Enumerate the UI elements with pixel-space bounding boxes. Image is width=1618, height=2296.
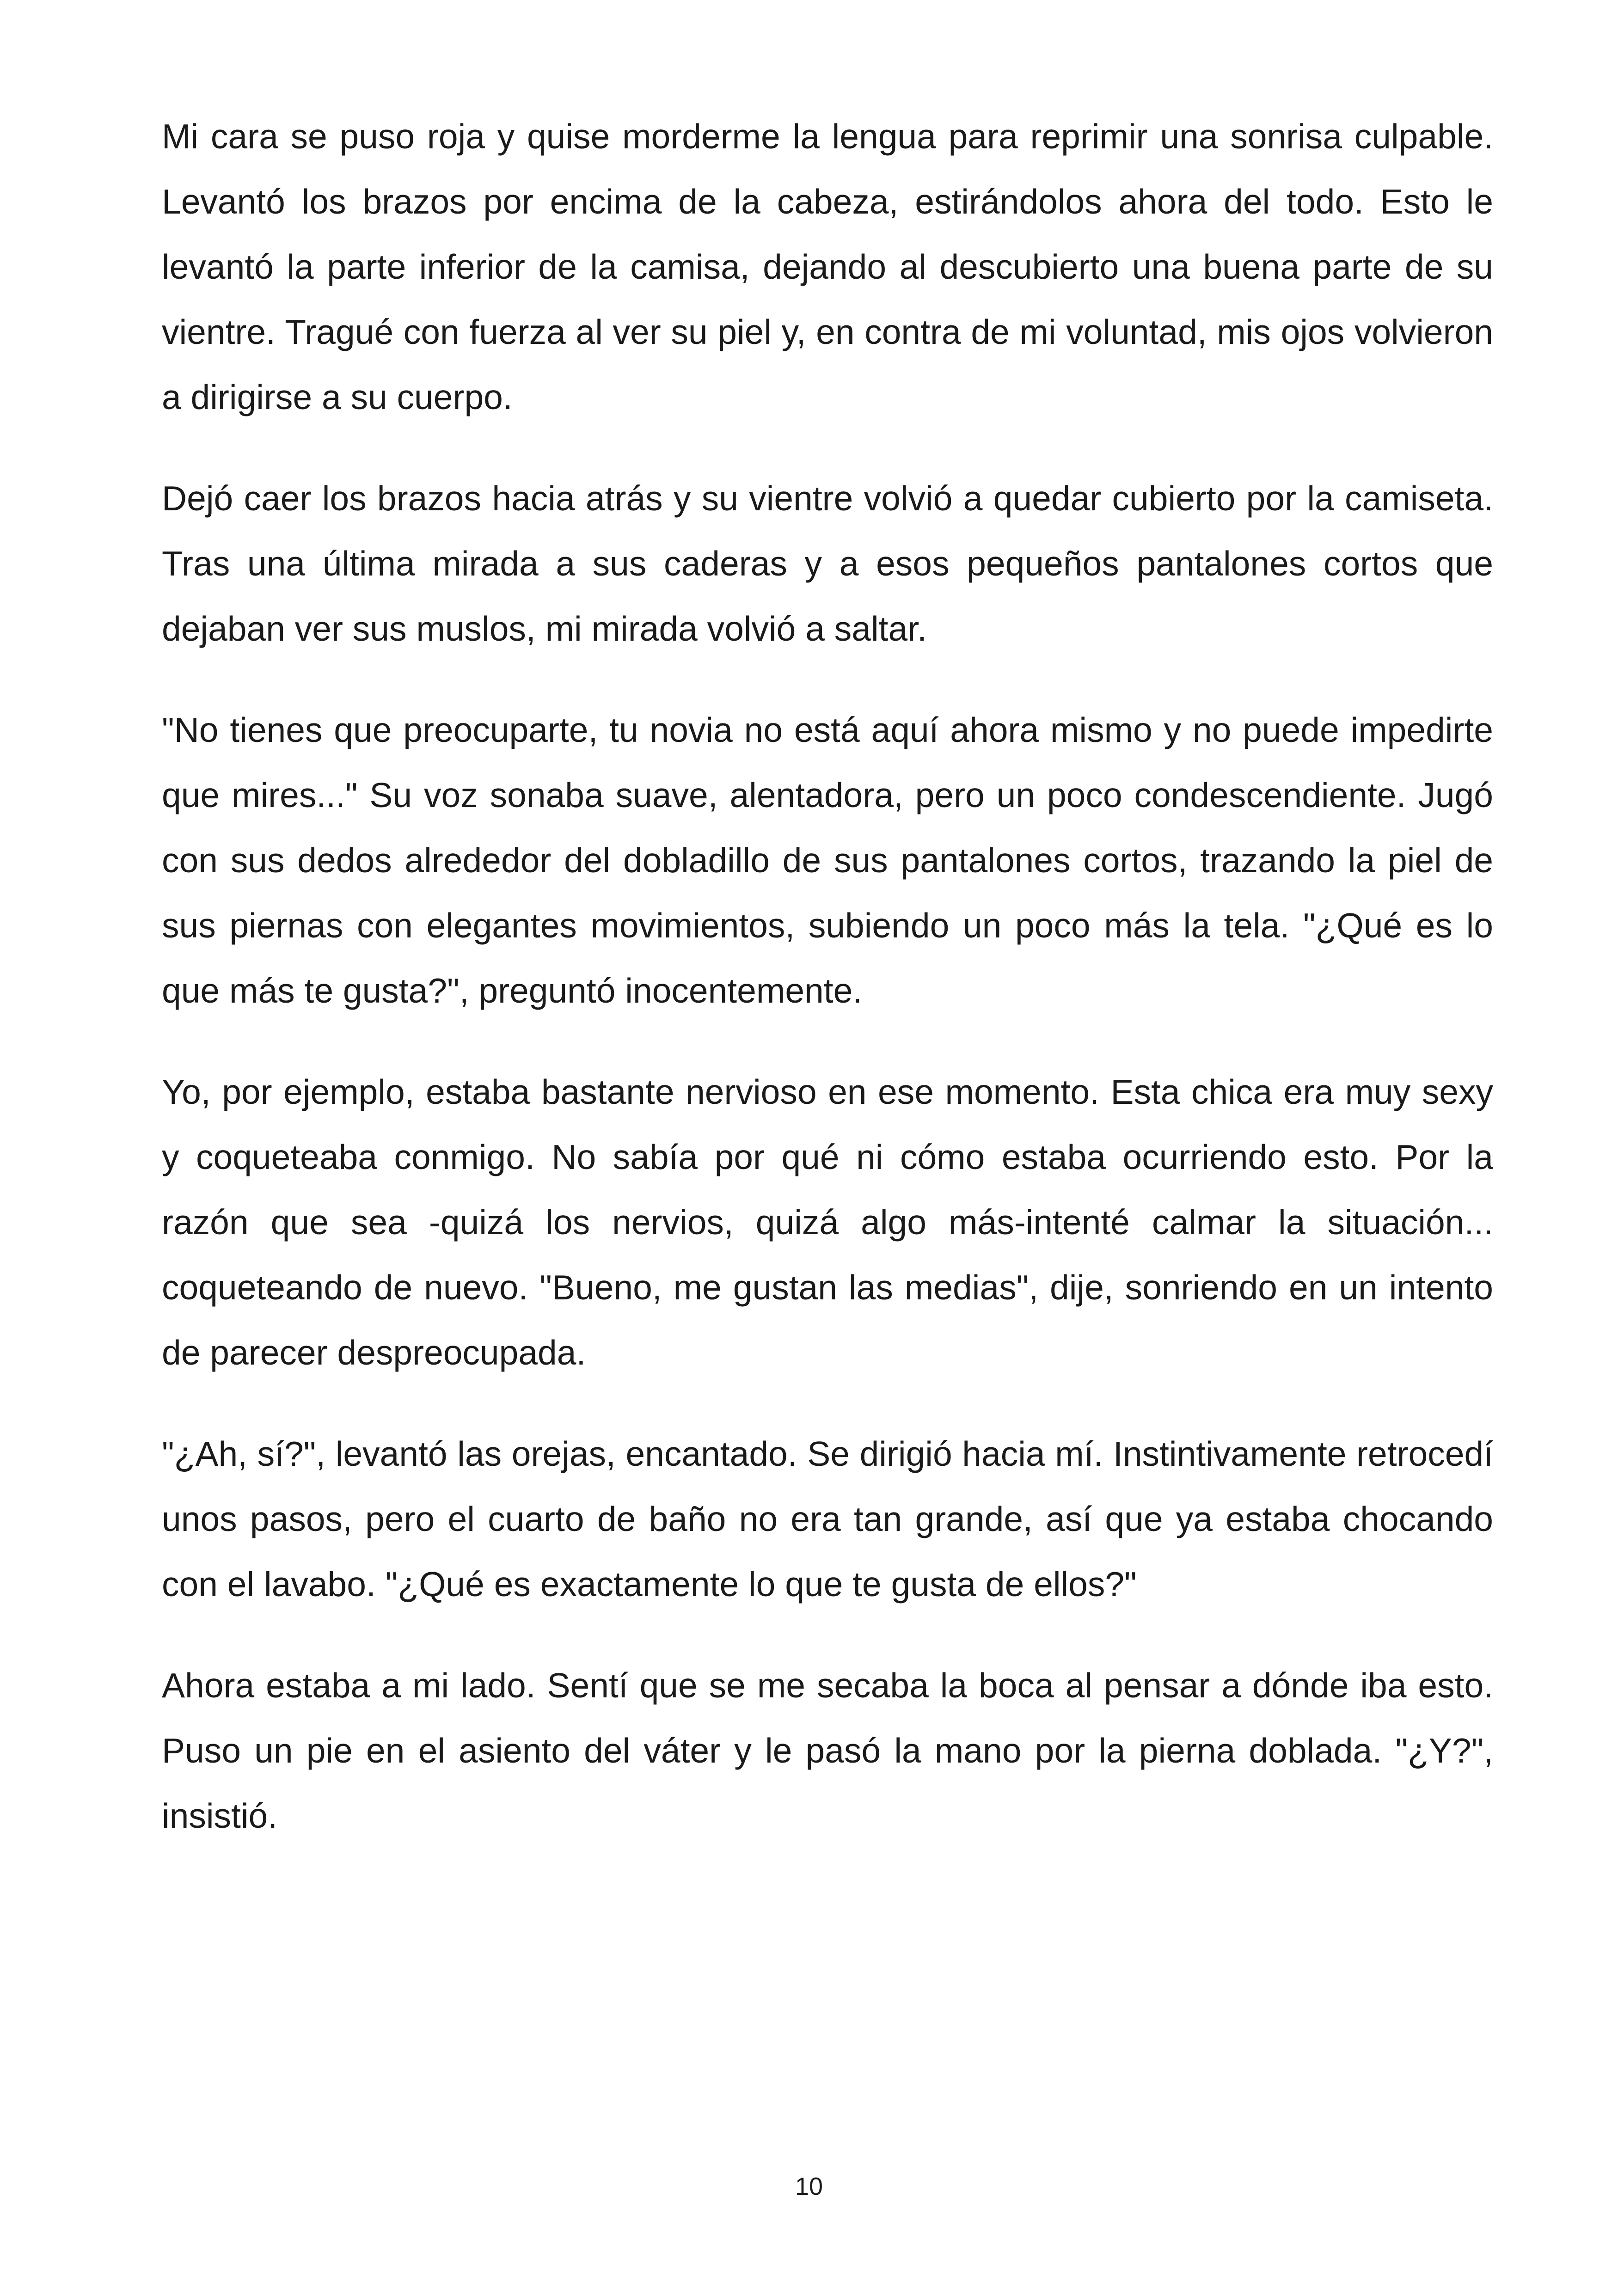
paragraph: "¿Ah, sí?", levantó las orejas, encantado. Se dirigió hacia mí. Instintivamente retrocedí unos pasos, pero el cuarto de baño no era tan grande, así que ya estaba chocando con el lavabo. "¿Qué es exactamente lo que te gusta de ellos?" [162, 1434, 1493, 1604]
paragraph: Mi cara se puso roja y quise morderme la lengua para reprimir una sonrisa culpable. Levantó los brazos por encima de la cabeza, estirándolos ahora del todo. Esto le levantó la parte inferior de la camisa, dejando al descubierto una buena parte de su vientre. Tragué con fuerza al ver su piel y, en contra de mi voluntad, mis ojos volvieron a dirigirse a su cuerpo. [162, 117, 1493, 416]
paragraph: Dejó caer los brazos hacia atrás y su vientre volvió a quedar cubierto por la camiseta. Tras una última mirada a sus caderas y a esos pequeños pantalones cortos que dejaban ver sus muslos, mi mirada volvió a saltar. [162, 479, 1493, 648]
paragraph: Yo, por ejemplo, estaba bastante nervioso en ese momento. Esta chica era muy sexy y coqueteaba conmigo. No sabía por qué ni cómo estaba ocurriendo esto. Por la razón que sea -quizá los nervios, quizá algo más-intenté calmar la situación... coqueteando de nuevo. "Bueno, me gustan las medias", dije, sonriendo en un intento de parecer despreocupada. [162, 1072, 1493, 1372]
paragraph: Ahora estaba a mi lado. Sentí que se me secaba la boca al pensar a dónde iba esto. Puso un pie en el asiento del váter y le pasó la mano por la pierna doblada. "¿Y?", insistió. [162, 1666, 1493, 1835]
page-body [162, 104, 1493, 1885]
paragraph: "No tienes que preocuparte, tu novia no está aquí ahora mismo y no puede impedirte que mires..." Su voz sonaba suave, alentadora, pero un poco condescendiente. Jugó con sus dedos alrededor del dobladillo de sus pantalones cortos, trazando la piel de sus piernas con elegantes movimientos, subiendo un poco más la tela. "¿Qué es lo que más te gusta?", preguntó inocentemente. [162, 710, 1493, 1010]
page-number: 10 [795, 2173, 823, 2200]
